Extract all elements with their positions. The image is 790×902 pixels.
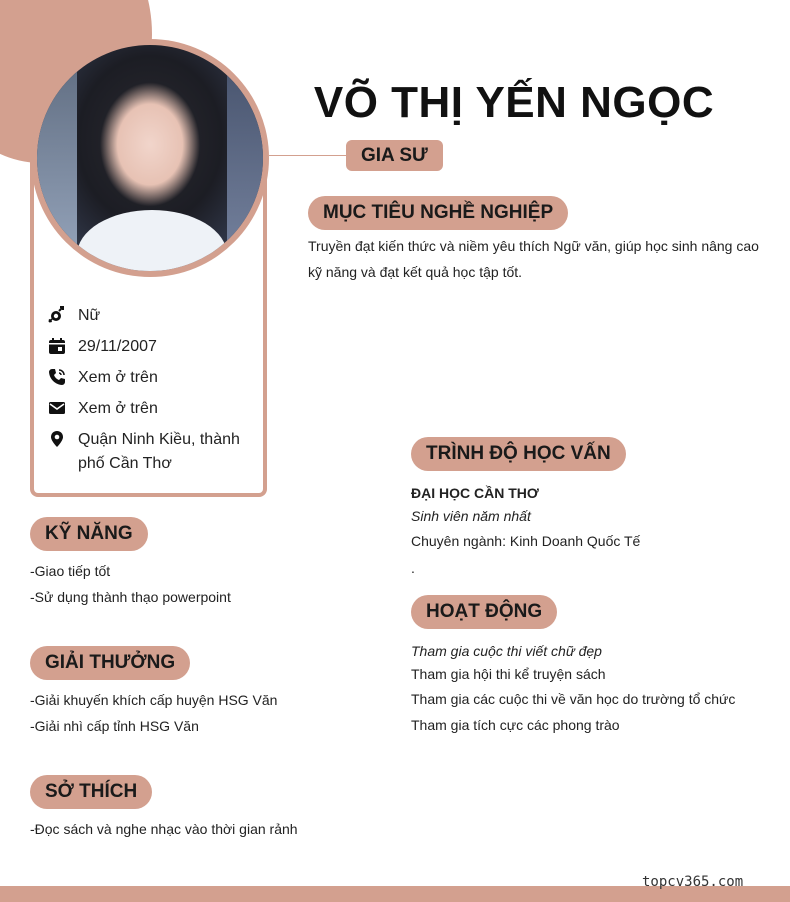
- award-item: -Giải khuyến khích cấp huyện HSG Văn: [30, 692, 278, 708]
- watermark: topcv365.com: [642, 874, 744, 890]
- profile-photo: [37, 45, 263, 271]
- candidate-name: VÕ THỊ YẾN NGỌC: [313, 78, 715, 127]
- phone-value: Xem ở trên: [78, 369, 158, 386]
- contact-email: [48, 397, 158, 421]
- awards-heading: GIẢI THƯỞNG: [30, 646, 190, 680]
- hobby-item: -Đọc sách và nghe nhạc vào thời gian rảnh: [30, 821, 298, 837]
- role-badge: GIA SƯ: [346, 140, 443, 171]
- photo-background-left: [37, 45, 77, 271]
- award-item: -Giải nhì cấp tỉnh HSG Văn: [30, 718, 199, 734]
- activity-item: Tham gia hội thi kể truyện sách: [411, 666, 606, 682]
- contact-birthdate: [48, 335, 157, 359]
- contact-address: [48, 428, 248, 476]
- career-objective-heading: MỤC TIÊU NGHỀ NGHIỆP: [308, 196, 568, 230]
- gender-icon: [48, 306, 66, 324]
- career-objective-text: Truyền đạt kiến thức và niềm yêu thích Ngữ văn, giúp học sinh nâng cao kỹ năng và đạt kết quả học tập tốt.: [308, 238, 759, 280]
- activity-item: Tham gia cuộc thi viết chữ đẹp: [411, 643, 602, 659]
- location-icon: [48, 430, 66, 448]
- gender-value: Nữ: [78, 307, 101, 324]
- mail-icon: [48, 399, 66, 417]
- phone-icon: [48, 368, 66, 386]
- activity-item: Tham gia tích cực các phong trào: [411, 717, 620, 733]
- activities-heading: HOẠT ĐỘNG: [411, 595, 557, 629]
- contact-gender: [48, 304, 100, 328]
- education-school: ĐẠI HỌC CẦN THƠ: [411, 485, 539, 501]
- activity-item: Tham gia các cuộc thi về văn học do trường tổ chức: [411, 691, 736, 707]
- contact-phone: [48, 366, 158, 390]
- education-major: Chuyên ngành: Kinh Doanh Quốc Tế: [411, 533, 641, 549]
- photo-background-right: [227, 45, 263, 271]
- name-connector-line: [269, 155, 349, 156]
- skill-item: -Sử dụng thành thạo powerpoint: [30, 589, 231, 605]
- birthdate-value: 29/11/2007: [78, 338, 157, 355]
- skills-heading: KỸ NĂNG: [30, 517, 148, 551]
- address-value: Quận Ninh Kiều, thành phố Cần Thơ: [78, 431, 240, 472]
- education-extra: .: [411, 560, 415, 576]
- education-year: Sinh viên năm nhất: [411, 508, 531, 524]
- skill-item: -Giao tiếp tốt: [30, 563, 111, 579]
- education-heading: TRÌNH ĐỘ HỌC VẤN: [411, 437, 626, 471]
- hobbies-heading: SỞ THÍCH: [30, 775, 152, 809]
- photo-shirt: [77, 210, 227, 271]
- calendar-icon: [48, 337, 66, 355]
- email-value: Xem ở trên: [78, 400, 158, 417]
